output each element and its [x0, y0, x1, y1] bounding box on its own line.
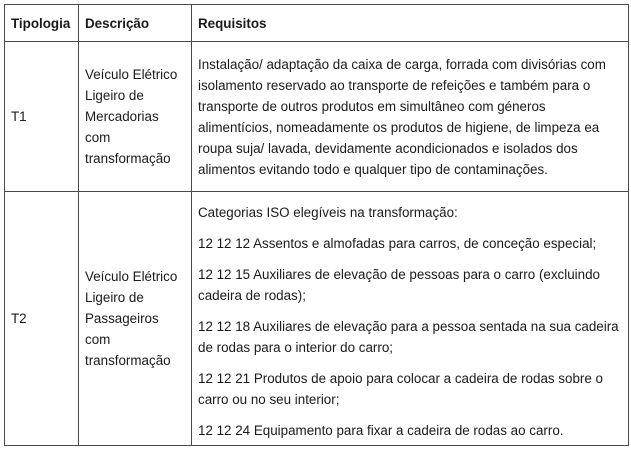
requisitos-intro: Categorias ISO elegíveis na transformação:: [198, 205, 458, 220]
table-row: [5, 42, 629, 192]
iso-category-item: 12 12 21 Produtos de apoio para colocar a cadeira de rodas sobre o carro ou no seu interior;: [198, 371, 603, 407]
iso-category-item: 12 12 24 Equipamento para fixar a cadeira de rodas ao carro.: [198, 423, 564, 438]
cell-requisitos: Instalação/ adaptação da caixa de carga, forrada com divisórias com isolamento reservado ao transporte de refeições e também para o transporte de outros produtos em simultâneo com géneros alimentícios, nomeadamente os produtos de higiene, de limpeza ea roupa suja/ lavada, devidamente acondicionados e isolados dos alimentos evitando todo e qualquer tipo de contaminações.: [192, 42, 629, 192]
cell-tipologia: T2: [5, 192, 79, 446]
iso-category-item: 12 12 15 Auxiliares de elevação de pessoas para o carro (excluindo cadeira de rodas);: [198, 267, 600, 303]
iso-category-item: 12 12 12 Assentos e almofadas para carros, de conceção especial;: [198, 236, 597, 251]
cell-requisitos: [192, 192, 629, 446]
table-row: [5, 192, 629, 446]
cell-descricao: Veículo Elétrico Ligeiro de Mercadorias com transformação: [79, 42, 192, 192]
requirements-table: [4, 4, 629, 446]
header-descricao: Descrição: [79, 5, 192, 42]
cell-descricao: Veículo Elétrico Ligeiro de Passageiros com transformação: [79, 192, 192, 446]
iso-category-item: 12 12 18 Auxiliares de elevação para a pessoa sentada na sua cadeira de rodas para o interior do carro;: [198, 319, 619, 355]
header-tipologia: Tipologia: [5, 5, 79, 42]
table-header-row: [5, 5, 629, 42]
header-requisitos: Requisitos: [192, 5, 629, 42]
cell-tipologia: T1: [5, 42, 79, 192]
